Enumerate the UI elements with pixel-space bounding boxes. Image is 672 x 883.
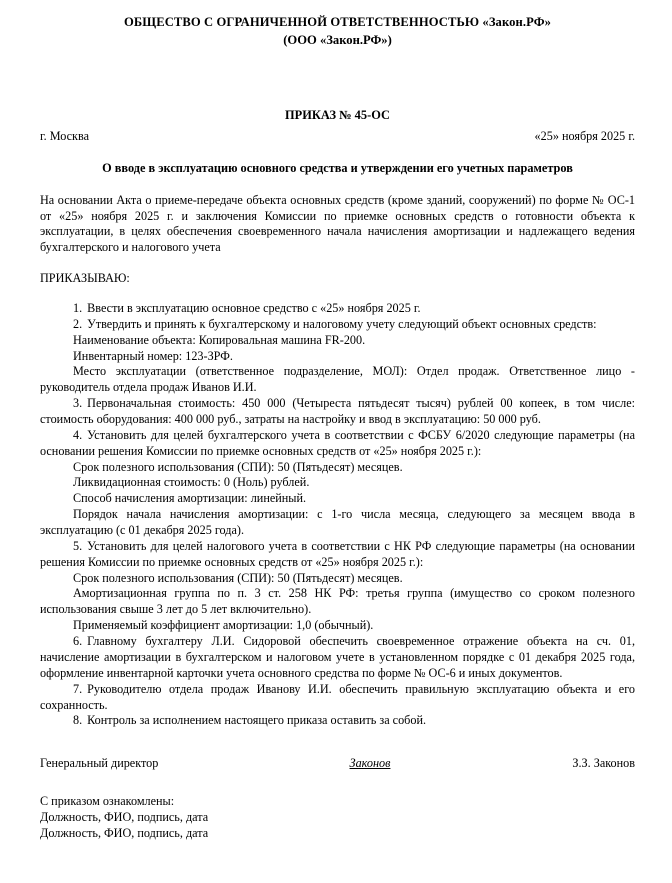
- order-item-number: 4.: [73, 427, 83, 442]
- order-item-text: Первоначальная стоимость: 450 000 (Четыреста пятьдесят тысяч) рублей 00 копеек, в том числе: стоимость оборудования: 400 000 руб., затраты на настройку и ввод в эксплуатацию: 50 000 руб.: [40, 396, 635, 427]
- order-item-subline: Ликвидационная стоимость: 0 (Ноль) рублей.: [73, 475, 310, 490]
- signature-row: [40, 756, 635, 772]
- order-keyword: ПРИКАЗЫВАЮ:: [40, 271, 130, 286]
- order-item-text: Утвердить и принять к бухгалтерскому и налоговому учету следующий объект основных средств:: [87, 316, 597, 331]
- order-item-subline: Срок полезного использования (СПИ): 50 (Пятьдесят) месяцев.: [73, 459, 403, 474]
- place-and-date-row: [40, 129, 635, 145]
- order-item: [40, 396, 635, 428]
- acknowledgement-line: Должность, ФИО, подпись, дата: [40, 825, 209, 840]
- order-item-number: 3.: [73, 396, 83, 411]
- organization-short-name: (ООО «Закон.РФ»): [283, 32, 392, 47]
- document-city: г. Москва: [40, 128, 89, 143]
- order-item-number: 2.: [73, 316, 83, 331]
- order-item: [40, 634, 635, 682]
- signature-mark: Законов: [349, 756, 391, 771]
- organization-full-name: ОБЩЕСТВО С ОГРАНИЧЕННОЙ ОТВЕТСТВЕННОСТЬЮ «Закон.РФ»: [123, 15, 552, 29]
- order-item: [40, 713, 635, 729]
- order-item-text: Установить для целей налогового учета в соответствии с НК РФ следующие параметры (на основании решения Комиссии по приемке основных средств от «25» ноября 2025 г.):: [40, 538, 635, 569]
- order-item-text: Руководителю отдела продаж Иванову И.И. обеспечить правильную эксплуатацию объекта и его сохранность.: [40, 681, 635, 712]
- order-item: [40, 682, 635, 714]
- order-item: [40, 301, 635, 317]
- order-item-subline: Наименование объекта: Копировальная машина FR-200.: [73, 332, 366, 347]
- order-item-subline: Применяемый коэффициент амортизации: 1,0 (обычный).: [73, 618, 374, 633]
- order-item-number: 5.: [73, 538, 83, 553]
- acknowledgement-line: Должность, ФИО, подпись, дата: [40, 809, 209, 824]
- order-item-subline: Место эксплуатации (ответственное подразделение, МОЛ): Отдел продаж. Ответственное лицо - руководитель отдела продаж Иванов И.И.: [40, 364, 635, 395]
- order-item-number: 8.: [73, 713, 83, 728]
- order-item: [40, 428, 635, 460]
- signatory-position: Генеральный директор: [40, 756, 159, 771]
- acknowledgement-block: [40, 794, 635, 842]
- order-item-number: 7.: [73, 681, 83, 696]
- order-item: [40, 317, 635, 333]
- order-item-subline: Способ начисления амортизации: линейный.: [73, 491, 307, 506]
- signatory-name: З.З. Законов: [572, 756, 635, 771]
- order-item-subline: Амортизационная группа по п. 3 ст. 258 НК РФ: третья группа (имущество со сроком полезного использования свыше 3 лет до 5 лет включительно).: [40, 586, 635, 617]
- order-items-list: [40, 301, 635, 729]
- document-preamble: На основании Акта о приеме-передаче объекта основных средств (кроме зданий, сооружений) по форме № ОС-1 от «25» ноября 2025 г. и заключения Комиссии по приемке основных средств о готовности объекта к эксплуатации, в целях обеспечения своевременного начала начисления амортизации и надлежащего ведения бухгалтерского и налогового учета: [40, 192, 635, 255]
- order-item: [40, 539, 635, 571]
- order-item-number: 6.: [73, 634, 83, 649]
- order-item-text: Ввести в эксплуатацию основное средство с «25» ноября 2025 г.: [87, 301, 421, 316]
- document-subject: О вводе в эксплуатацию основного средства и утверждении его учетных параметров: [102, 160, 573, 175]
- acknowledgement-lines: [40, 810, 635, 842]
- order-item-text: Главному бухгалтеру Л.И. Сидоровой обеспечить своевременное отражение объекта на сч. 01, начисление амортизации в бухгалтерском и налоговом учете в установленном порядке с 01 декабря 2025 года, оформление инвентарной карточки учета основного средства по форме № ОС-6 и иных документов.: [40, 634, 635, 680]
- order-item-subline: Срок полезного использования (СПИ): 50 (Пятьдесят) месяцев.: [73, 570, 403, 585]
- order-item-subline: Порядок начала начисления амортизации: с 1-го числа месяца, следующего за месяцем ввода в эксплуатацию (с 01 декабря 2025 года).: [40, 507, 635, 538]
- document-title: ПРИКАЗ № 45-ОС: [285, 107, 390, 122]
- organization-header: [40, 14, 635, 50]
- document-date: «25» ноября 2025 г.: [534, 128, 635, 143]
- order-item-subline: Инвентарный номер: 123-ЗРФ.: [73, 348, 233, 363]
- order-item-number: 1.: [73, 301, 83, 316]
- acknowledgement-heading: С приказом ознакомлены:: [40, 794, 175, 809]
- order-item-text: Установить для целей бухгалтерского учета в соответствии с ФСБУ 6/2020 следующие параметры (на основании решения Комиссии по приемке основных средств от «25» ноября 2025 г.):: [40, 427, 635, 458]
- order-item-text: Контроль за исполнением настоящего приказа оставить за собой.: [87, 713, 427, 728]
